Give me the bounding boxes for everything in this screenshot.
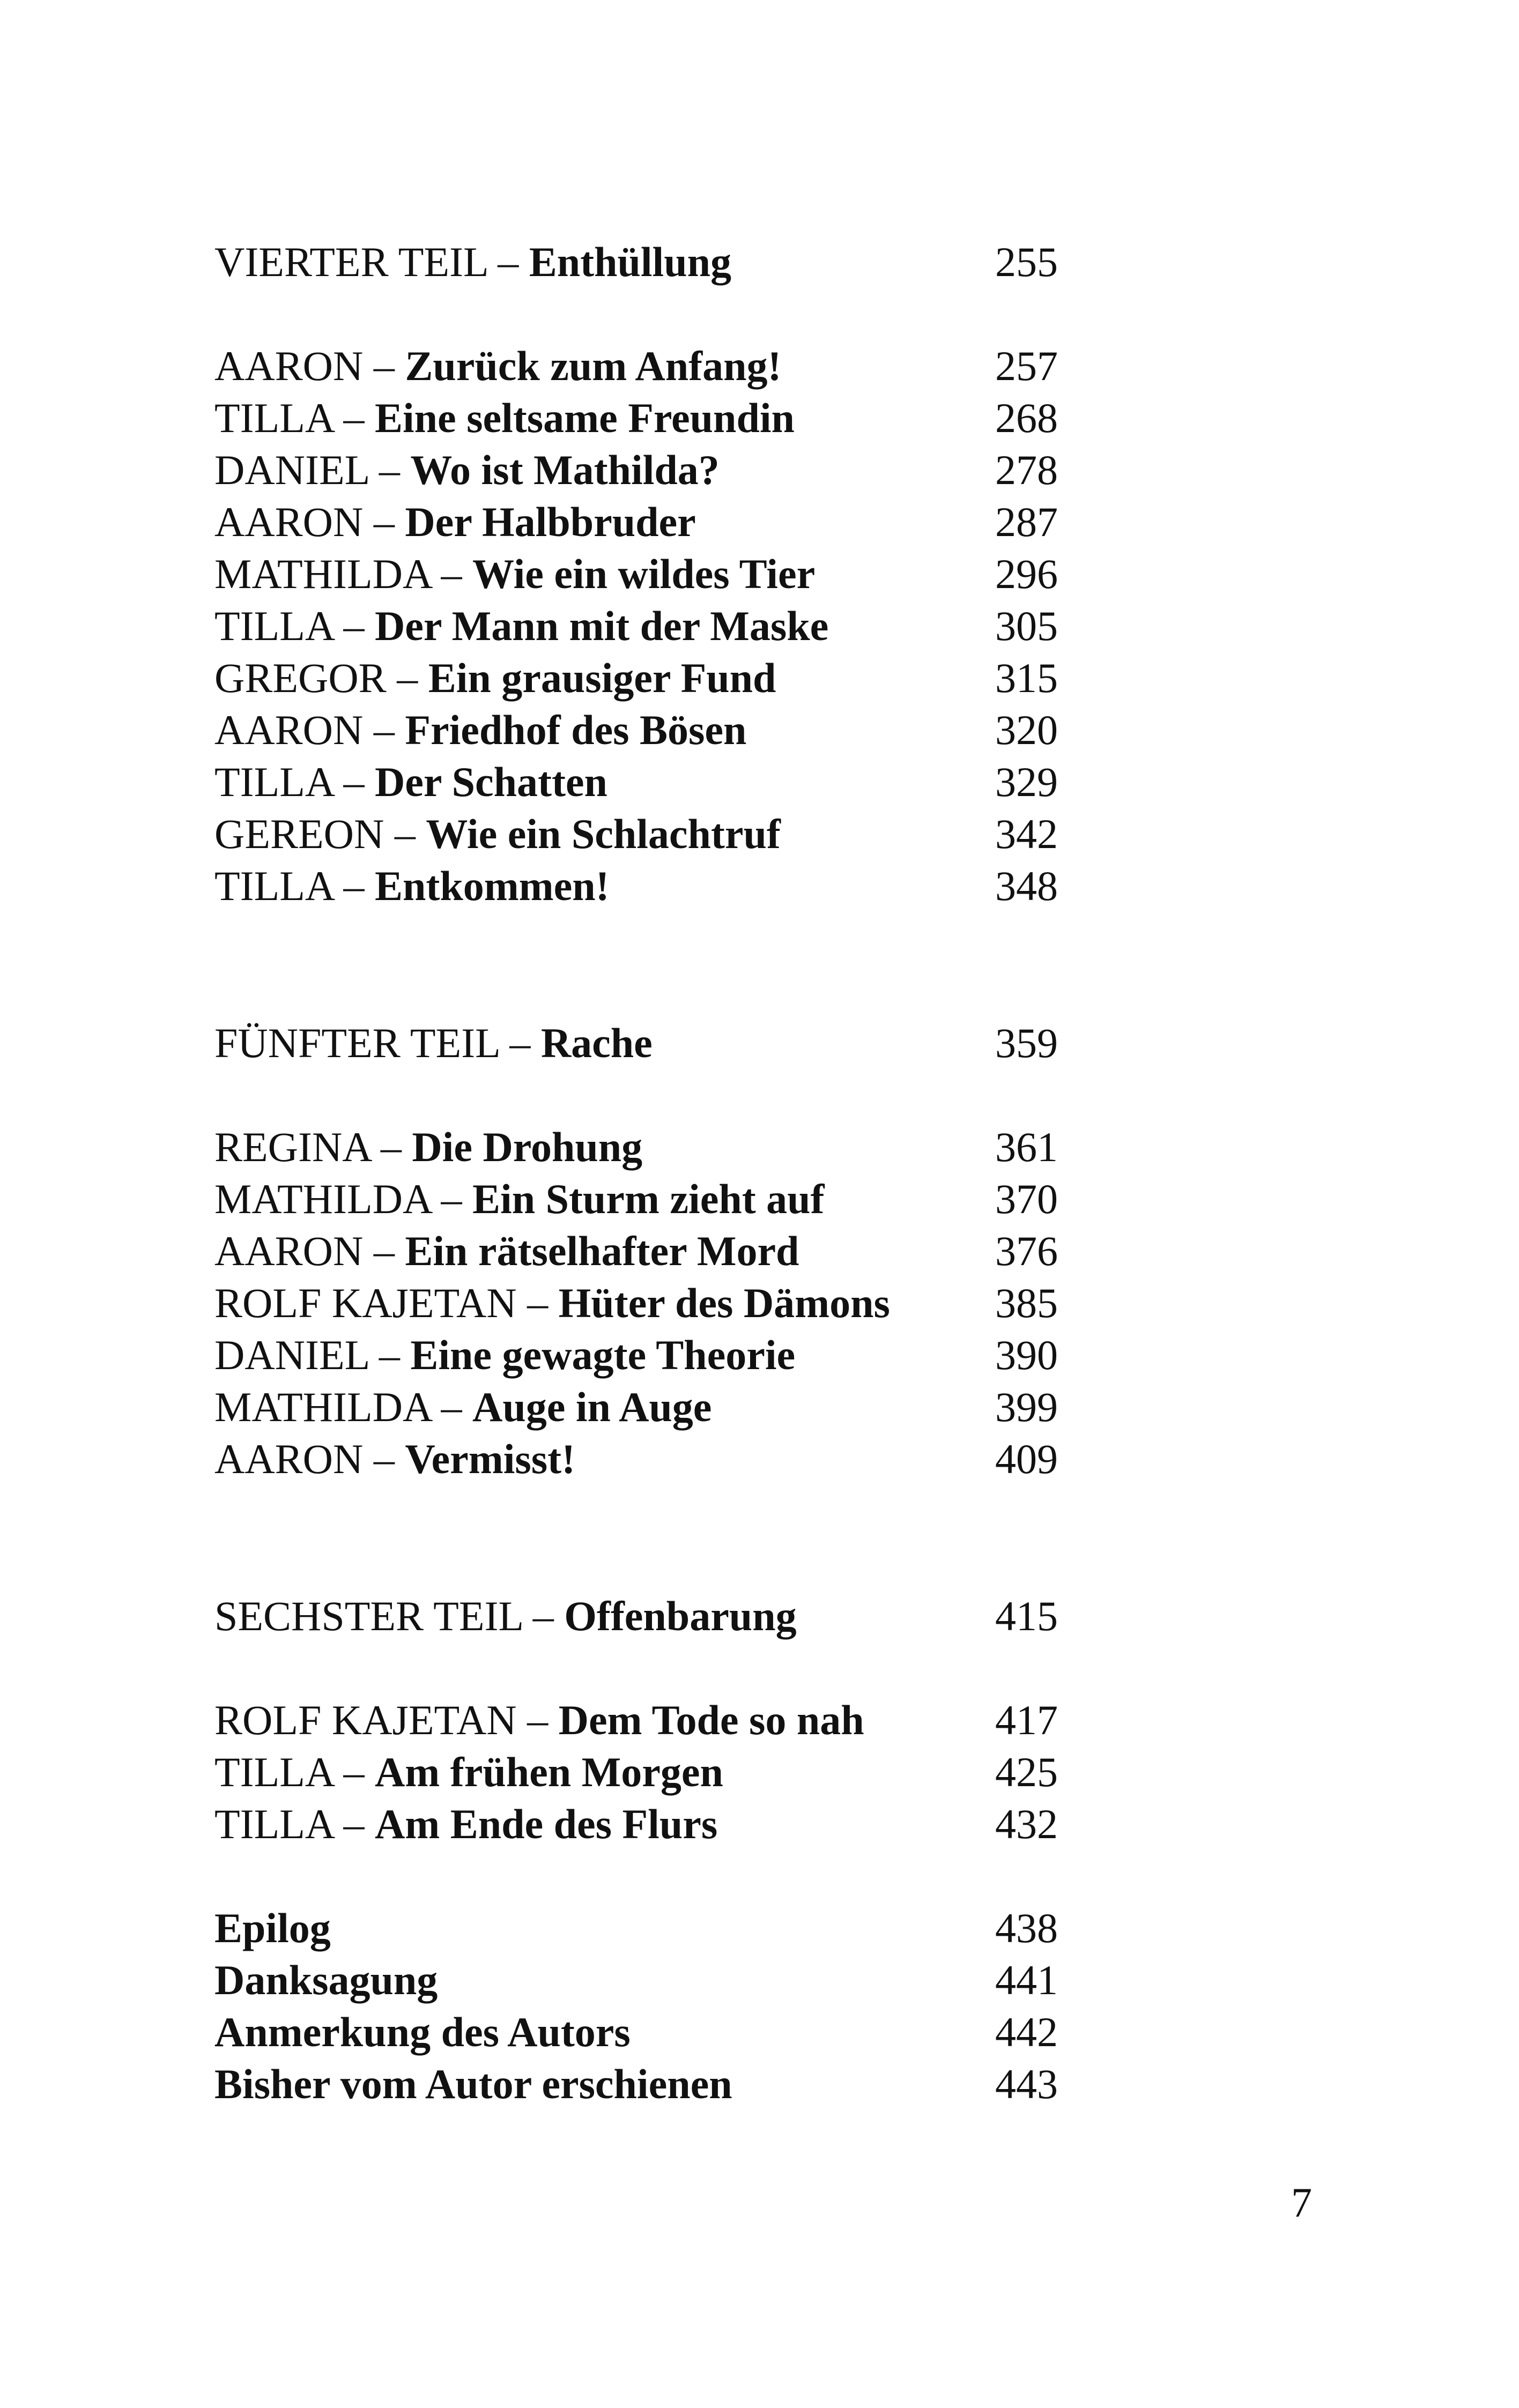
chapter-title: Ein grausiger Fund bbox=[428, 655, 776, 701]
back-matter bbox=[214, 1902, 1062, 2110]
separator: – bbox=[332, 395, 375, 441]
part-label: SECHSTER TEIL bbox=[214, 1593, 523, 1639]
separator: – bbox=[363, 707, 405, 753]
chapter-speaker: AARON bbox=[214, 499, 364, 545]
chapter-speaker: TILLA bbox=[214, 759, 333, 805]
toc-entry bbox=[214, 1329, 1062, 1381]
separator: – bbox=[384, 811, 426, 857]
toc-entry bbox=[214, 1902, 1062, 1954]
separator: – bbox=[363, 343, 405, 389]
chapter-speaker: DANIEL bbox=[214, 1332, 369, 1378]
toc-entry bbox=[214, 756, 1062, 808]
chapter-title: Ein Sturm zieht auf bbox=[472, 1176, 825, 1222]
toc-entry bbox=[214, 1225, 1062, 1277]
separator: – bbox=[368, 1332, 411, 1378]
chapter-title: Hüter des Dämons bbox=[558, 1280, 890, 1326]
page-ref: 438 bbox=[995, 1905, 1058, 1951]
chapter-title: Auge in Auge bbox=[472, 1384, 712, 1430]
chapter-speaker: TILLA bbox=[214, 603, 333, 649]
part-title: Rache bbox=[540, 1020, 653, 1066]
page-ref: 255 bbox=[995, 239, 1058, 285]
chapter-speaker: TILLA bbox=[214, 1801, 333, 1847]
page-ref: 415 bbox=[995, 1593, 1058, 1639]
page-ref: 370 bbox=[995, 1176, 1058, 1222]
toc-entry bbox=[214, 1277, 1062, 1329]
page-ref: 417 bbox=[995, 1697, 1058, 1743]
chapter-speaker: AARON bbox=[214, 343, 364, 389]
toc-entry bbox=[214, 392, 1062, 444]
chapter-speaker: AARON bbox=[214, 707, 364, 753]
chapter-title: Eine seltsame Freundin bbox=[374, 395, 795, 441]
separator: – bbox=[516, 1280, 559, 1326]
chapter-speaker: ROLF KAJETAN bbox=[214, 1280, 517, 1326]
toc-entry bbox=[214, 600, 1062, 652]
toc-entry bbox=[214, 704, 1062, 756]
chapter-speaker: TILLA bbox=[214, 1749, 333, 1795]
part-heading bbox=[214, 1590, 1062, 1642]
chapter-speaker: MATHILDA bbox=[214, 551, 431, 597]
chapter-title: Dem Tode so nah bbox=[558, 1697, 864, 1743]
chapter-title: Wie ein Schlachtruf bbox=[426, 811, 781, 857]
chapter-title: Ein rätselhafter Mord bbox=[405, 1228, 799, 1274]
toc-entry bbox=[214, 860, 1062, 912]
page-number: 7 bbox=[1291, 2179, 1312, 2226]
toc-entry bbox=[214, 808, 1062, 860]
toc-entry bbox=[214, 2058, 1062, 2110]
part-fuenfter-teil bbox=[214, 1017, 1062, 1485]
page-ref: 320 bbox=[995, 707, 1058, 753]
toc-entry bbox=[214, 1954, 1062, 2006]
part-heading bbox=[214, 236, 1062, 288]
chapter-title: Am frühen Morgen bbox=[374, 1749, 723, 1795]
chapter-title: Entkommen! bbox=[374, 863, 610, 909]
toc-entry bbox=[214, 2006, 1062, 2058]
chapter-title: Wie ein wildes Tier bbox=[472, 551, 816, 597]
chapter-speaker: REGINA bbox=[214, 1124, 371, 1170]
toc-entry bbox=[214, 444, 1062, 496]
page-ref: 376 bbox=[995, 1228, 1058, 1274]
chapter-title: Friedhof des Bösen bbox=[405, 707, 747, 753]
page-ref: 425 bbox=[995, 1749, 1058, 1795]
toc-entry bbox=[214, 1433, 1062, 1485]
back-matter-title: Bisher vom Autor erschienen bbox=[214, 2061, 732, 2107]
separator: – bbox=[332, 863, 375, 909]
chapter-title: Eine gewagte Theorie bbox=[410, 1332, 796, 1378]
page-ref: 268 bbox=[995, 395, 1058, 441]
part-sechster-teil bbox=[214, 1590, 1062, 1850]
page-ref: 443 bbox=[995, 2061, 1058, 2107]
spacer bbox=[214, 912, 1062, 1017]
part-heading bbox=[214, 1017, 1062, 1069]
separator: – bbox=[332, 603, 375, 649]
separator: – bbox=[332, 1801, 375, 1847]
chapter-title: Am Ende des Flurs bbox=[374, 1801, 718, 1847]
chapter-speaker: TILLA bbox=[214, 395, 333, 441]
separator: – bbox=[370, 1124, 412, 1170]
page-ref: 409 bbox=[995, 1436, 1058, 1482]
toc-entry bbox=[214, 1121, 1062, 1173]
separator: – bbox=[516, 1697, 559, 1743]
table-of-contents bbox=[214, 236, 1062, 2110]
page-ref: 390 bbox=[995, 1332, 1058, 1378]
part-vierter-teil bbox=[214, 236, 1062, 912]
chapter-speaker: TILLA bbox=[214, 863, 333, 909]
toc-entry bbox=[214, 340, 1062, 392]
separator: – bbox=[363, 1436, 405, 1482]
page-ref: 296 bbox=[995, 551, 1058, 597]
page-ref: 342 bbox=[995, 811, 1058, 857]
chapter-speaker: ROLF KAJETAN bbox=[214, 1697, 517, 1743]
part-label: FÜNFTER TEIL bbox=[214, 1020, 499, 1066]
page-ref: 315 bbox=[995, 655, 1058, 701]
page-ref: 257 bbox=[995, 343, 1058, 389]
separator: – bbox=[386, 655, 428, 701]
toc-entry bbox=[214, 1381, 1062, 1433]
toc-entry bbox=[214, 1694, 1062, 1746]
page-ref: 287 bbox=[995, 499, 1058, 545]
separator: – bbox=[431, 551, 472, 597]
separator: – bbox=[332, 759, 375, 805]
spacer bbox=[214, 1850, 1062, 1902]
chapter-speaker: MATHILDA bbox=[214, 1176, 431, 1222]
page-ref: 359 bbox=[995, 1020, 1058, 1066]
chapter-title: Der Mann mit der Maske bbox=[374, 603, 829, 649]
toc-entry bbox=[214, 1798, 1062, 1850]
chapter-title: Der Halbbruder bbox=[405, 499, 696, 545]
separator: – bbox=[363, 1228, 405, 1274]
page-ref: 361 bbox=[995, 1124, 1058, 1170]
page-ref: 441 bbox=[995, 1957, 1058, 2003]
separator: – bbox=[522, 1593, 565, 1639]
page-ref: 278 bbox=[995, 447, 1058, 493]
separator: – bbox=[487, 239, 529, 285]
separator: – bbox=[431, 1176, 472, 1222]
separator: – bbox=[363, 499, 405, 545]
spacer bbox=[214, 1485, 1062, 1590]
page-ref: 348 bbox=[995, 863, 1058, 909]
chapter-speaker: AARON bbox=[214, 1436, 364, 1482]
separator: – bbox=[431, 1384, 472, 1430]
separator: – bbox=[332, 1749, 375, 1795]
part-label: VIERTER TEIL bbox=[214, 239, 487, 285]
chapter-speaker: AARON bbox=[214, 1228, 364, 1274]
chapter-title: Der Schatten bbox=[374, 759, 607, 805]
page-ref: 329 bbox=[995, 759, 1058, 805]
chapter-title: Vermisst! bbox=[405, 1436, 576, 1482]
toc-entry bbox=[214, 548, 1062, 600]
page-ref: 442 bbox=[995, 2009, 1058, 2055]
page-ref: 305 bbox=[995, 603, 1058, 649]
part-title: Offenbarung bbox=[564, 1593, 797, 1639]
chapter-title: Die Drohung bbox=[412, 1124, 643, 1170]
separator: – bbox=[499, 1020, 541, 1066]
toc-entry bbox=[214, 1746, 1062, 1798]
toc-entry bbox=[214, 496, 1062, 548]
page-ref: 399 bbox=[995, 1384, 1058, 1430]
page-ref: 385 bbox=[995, 1280, 1058, 1326]
separator: – bbox=[368, 447, 411, 493]
chapter-title: Zurück zum Anfang! bbox=[405, 343, 782, 389]
chapter-speaker: GREGOR bbox=[214, 655, 387, 701]
page-ref: 432 bbox=[995, 1801, 1058, 1847]
chapter-speaker: MATHILDA bbox=[214, 1384, 431, 1430]
chapter-speaker: DANIEL bbox=[214, 447, 369, 493]
toc-entry bbox=[214, 1173, 1062, 1225]
toc-entry bbox=[214, 652, 1062, 704]
back-matter-title: Danksagung bbox=[214, 1957, 438, 2003]
part-title: Enthüllung bbox=[529, 239, 731, 285]
chapter-title: Wo ist Mathilda? bbox=[410, 447, 720, 493]
back-matter-title: Anmerkung des Autors bbox=[214, 2009, 631, 2055]
chapter-speaker: GEREON bbox=[214, 811, 384, 857]
back-matter-title: Epilog bbox=[214, 1905, 331, 1951]
